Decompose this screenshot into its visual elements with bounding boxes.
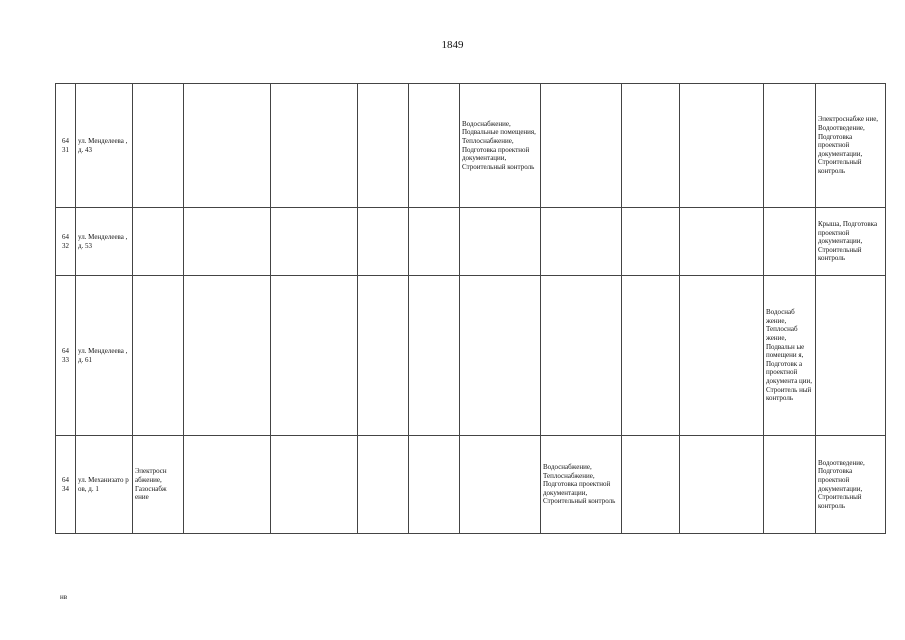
table-cell: Водоотведение, Подготовка проектной документации, Строительный контроль (816, 436, 886, 534)
table-cell (184, 276, 271, 436)
footer-mark: нв (60, 593, 68, 601)
table-cell (271, 276, 358, 436)
table-cell (133, 84, 184, 208)
table-cell (816, 276, 886, 436)
table-cell (133, 276, 184, 436)
table-cell (409, 276, 460, 436)
table-cell (409, 208, 460, 276)
table-cell: Водоснабжение, Подвальные помещения, Теплоснабжение, Подготовка проектной документации, Строительный контроль (460, 84, 541, 208)
row-number: 64 31 (56, 84, 76, 208)
table-cell (541, 84, 622, 208)
table-cell (184, 436, 271, 534)
table-cell (460, 208, 541, 276)
table-cell (358, 84, 409, 208)
table-cell (358, 276, 409, 436)
table-cell: Электросн абжение, Газоснабж ение (133, 436, 184, 534)
table-cell (271, 436, 358, 534)
table-cell: Крыша, Подготовка проектной документации, Строительный контроль (816, 208, 886, 276)
table-cell (358, 436, 409, 534)
table-cell (764, 436, 816, 534)
table-cell (409, 84, 460, 208)
table-cell (271, 208, 358, 276)
table-cell (622, 208, 680, 276)
table-cell (184, 84, 271, 208)
table-row (56, 208, 886, 276)
table-cell (622, 436, 680, 534)
table-cell (764, 84, 816, 208)
row-number: 64 34 (56, 436, 76, 534)
table-cell (622, 276, 680, 436)
address-cell: ул. Менделеева , д. 61 (76, 276, 133, 436)
table-cell (622, 84, 680, 208)
table-cell: Электроснабже ние, Водоотведение, Подготовка проектной документации, Строительный контроль (816, 84, 886, 208)
table-row (56, 276, 886, 436)
table-cell: Водоснабжение, Теплоснабжение, Подготовка проектной документации, Строительный контроль (541, 436, 622, 534)
table-cell (133, 208, 184, 276)
address-cell: ул. Менделеева , д. 53 (76, 208, 133, 276)
table-cell: Водоснаб жение, Теплоснаб жение, Подвальн ые помещени я, Подготовк а проектной документа ции, Строитель ный контроль (764, 276, 816, 436)
table-row (56, 436, 886, 534)
repair-program-table (55, 83, 886, 534)
address-cell: ул. Менделеева , д. 43 (76, 84, 133, 208)
row-number: 64 32 (56, 208, 76, 276)
table-cell (460, 436, 541, 534)
table-cell (541, 276, 622, 436)
table-cell (460, 276, 541, 436)
table-row (56, 84, 886, 208)
table-cell (680, 436, 764, 534)
row-number: 64 33 (56, 276, 76, 436)
table-cell (541, 208, 622, 276)
table-cell (764, 208, 816, 276)
table-cell (358, 208, 409, 276)
table-cell (409, 436, 460, 534)
table-cell (184, 208, 271, 276)
table-cell (680, 276, 764, 436)
page-number: 1849 (441, 39, 464, 51)
address-cell: ул. Механизато ров, д. 1 (76, 436, 133, 534)
table-cell (680, 84, 764, 208)
table-cell (271, 84, 358, 208)
table-cell (680, 208, 764, 276)
